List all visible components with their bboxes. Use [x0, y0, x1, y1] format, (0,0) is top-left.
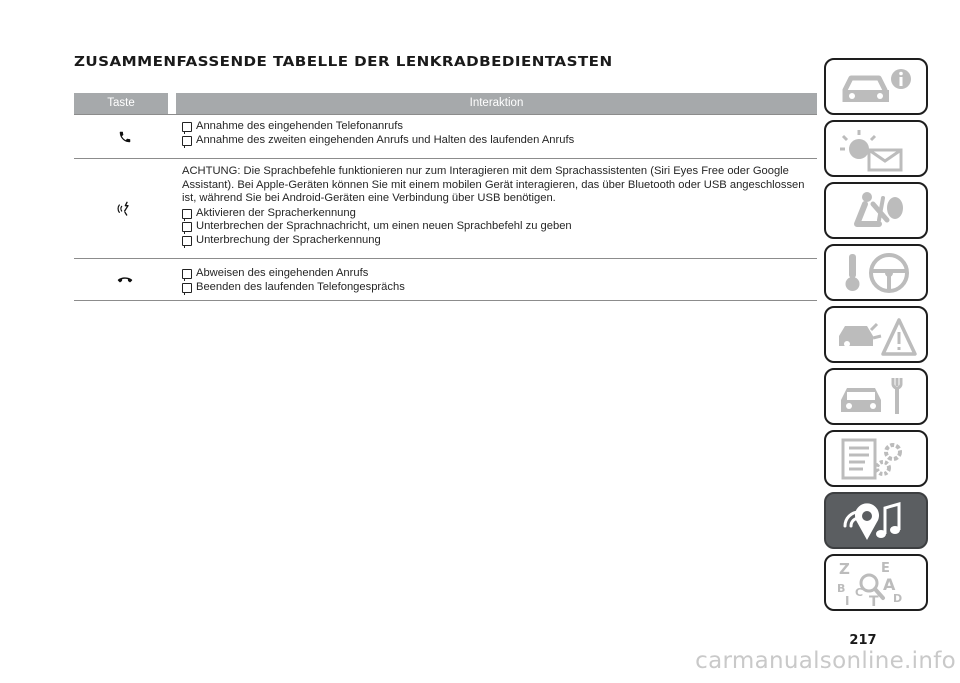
list-item: Abweisen des eingehenden Anrufs — [182, 267, 817, 281]
svg-text:D: D — [893, 591, 903, 605]
page-number: 217 — [849, 633, 877, 648]
svg-text:E: E — [881, 560, 890, 576]
seat-airbag-icon — [831, 186, 921, 236]
list-item: Annahme des zweiten eingehenden Anrufs und Halten des laufenden Anrufs — [182, 134, 817, 148]
multimedia-music-icon — [831, 496, 921, 546]
table-row — [74, 114, 817, 159]
tab-driving[interactable] — [824, 244, 928, 301]
svg-text:A: A — [883, 574, 896, 594]
warning-note: ACHTUNG: Die Sprachbefehle funktionieren nur zum Interagieren mit dem Sprachassistenten (Siri Eyes Free oder Google Assistant). Bei Apple-Geräten können Sie mit einem mobilen Gerät interagieren, das über Bluetooth oder USB angeschlossen ist, während Sie bei Android-Geräten eine Verbindung über USB benötigen. — [182, 165, 805, 205]
svg-text:Z: Z — [839, 559, 850, 578]
table-row — [74, 159, 817, 259]
table-row — [74, 259, 817, 301]
car-info-icon — [831, 62, 921, 112]
alphabet-index-icon — [831, 558, 921, 608]
steering-controls-table — [74, 93, 817, 301]
phone-handset-icon — [118, 130, 132, 144]
svg-text:T: T — [869, 593, 879, 608]
tab-multimedia[interactable] — [824, 492, 928, 549]
column-header-key: Taste — [74, 93, 168, 114]
svg-text:B: B — [837, 581, 846, 595]
tab-warning-lights[interactable] — [824, 120, 928, 177]
tab-maintenance[interactable] — [824, 368, 928, 425]
tab-safety[interactable] — [824, 182, 928, 239]
car-wrench-icon — [831, 372, 921, 422]
tab-car-info[interactable] — [824, 58, 928, 115]
key-cell — [74, 259, 176, 300]
list-item: Annahme des eingehenden Telefonanrufs — [182, 120, 817, 134]
interaction-cell — [176, 159, 817, 258]
tab-emergency[interactable] — [824, 306, 928, 363]
page-title: ZUSAMMENFASSENDE TABELLE DER LENKRADBEDIENTASTEN — [74, 54, 613, 70]
key-steering-wheel-icon — [831, 248, 921, 298]
interaction-cell — [176, 115, 817, 158]
car-accident-warning-icon — [831, 310, 921, 360]
interaction-cell — [176, 259, 817, 300]
warning-light-message-icon — [831, 124, 921, 174]
svg-text:I: I — [845, 593, 850, 608]
column-header-interaction: Interaktion — [176, 93, 817, 114]
key-cell — [74, 115, 176, 158]
document-gears-icon — [831, 434, 921, 484]
voice-command-icon — [117, 200, 133, 218]
key-cell — [74, 159, 176, 258]
hang-up-icon — [117, 275, 133, 285]
watermark: carmanualsonline.info — [695, 648, 956, 674]
list-item: Beenden des laufenden Telefongesprächs — [182, 281, 817, 295]
table-header — [74, 93, 817, 114]
list-item: Aktivieren der Spracherkennung — [182, 207, 817, 221]
list-item: Unterbrechung der Spracherkennung — [182, 234, 817, 248]
tab-technical-data[interactable] — [824, 430, 928, 487]
list-item: Unterbrechen der Sprachnachricht, um einen neuen Sprachbefehl zu geben — [182, 220, 817, 234]
svg-text:C: C — [855, 585, 864, 599]
tab-index[interactable] — [824, 554, 928, 611]
